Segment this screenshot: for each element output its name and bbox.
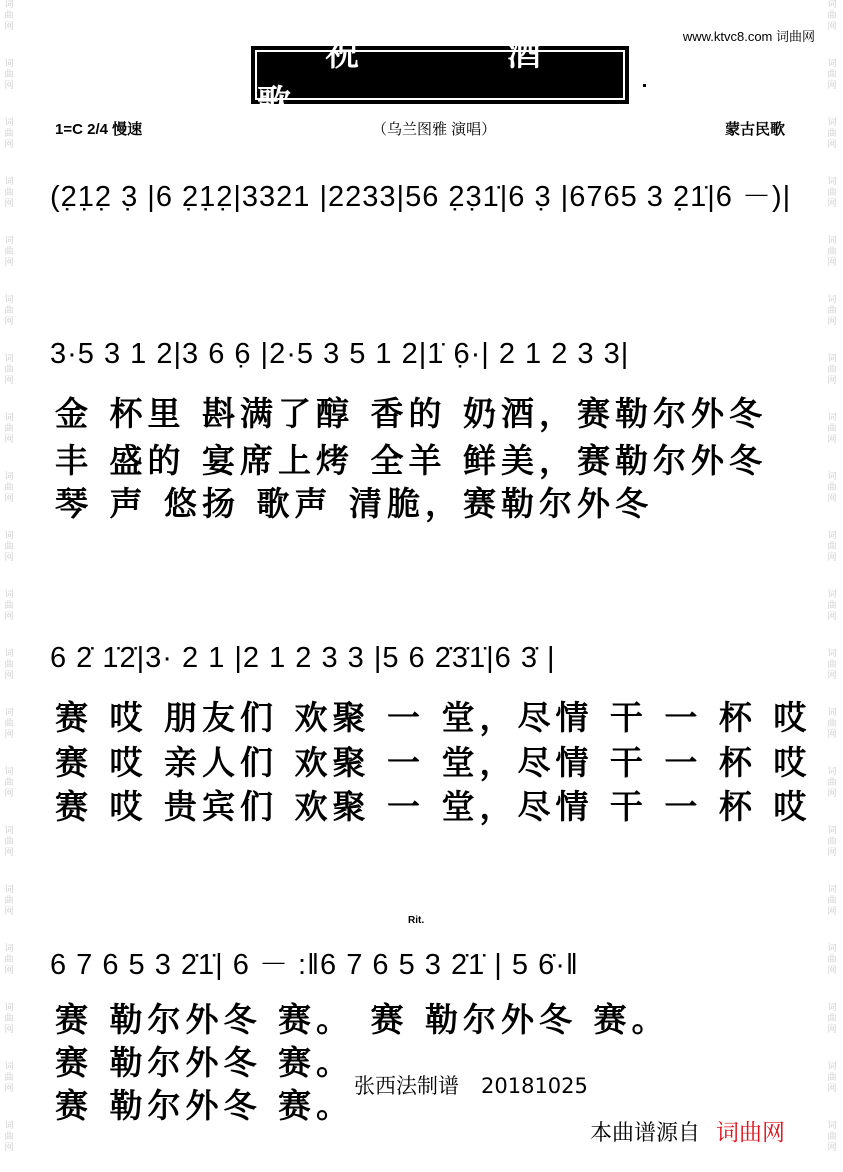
watermark-char: 曲	[827, 542, 837, 552]
lyric-verse2-line1: 丰 盛的 宴席上烤 全羊 鲜美，赛勒尔外冬	[55, 441, 767, 480]
watermark-char: 词	[4, 236, 14, 246]
watermark-char: 网	[4, 1143, 14, 1153]
watermark-char: 网	[4, 1025, 14, 1035]
watermark-char: 网	[827, 553, 837, 563]
watermark-char: 曲	[827, 1132, 837, 1142]
watermark-group	[4, 708, 13, 741]
watermark-group	[4, 472, 13, 505]
site-watermark: www.ktvc8.com 词曲网	[682, 29, 815, 44]
decorative-dot	[643, 84, 646, 87]
watermark-char: 网	[827, 435, 837, 445]
watermark-char: 词	[4, 59, 14, 69]
watermark-group	[4, 590, 13, 623]
arrangement-date: 20181025	[481, 1074, 588, 1098]
source-label: 本曲谱源自	[590, 1121, 701, 1146]
watermark-char: 网	[4, 258, 14, 268]
watermark-group	[4, 1062, 13, 1095]
watermark-char: 曲	[4, 1014, 14, 1024]
song-origin: 蒙古民歌	[724, 121, 785, 138]
watermark-char: 词	[4, 177, 14, 187]
watermark-char: 词	[827, 885, 837, 895]
watermark-group	[4, 118, 13, 151]
watermark-char: 曲	[827, 837, 837, 847]
watermark-char: 词	[827, 944, 837, 954]
watermark-char: 曲	[4, 601, 14, 611]
lyric-verse2-line3: 赛 勒尔外冬 赛。	[55, 1043, 354, 1082]
watermark-group	[4, 354, 13, 387]
watermark-char: 网	[827, 848, 837, 858]
watermark-char: 词	[827, 767, 837, 777]
watermark-char: 网	[4, 671, 14, 681]
watermark-char: 曲	[827, 955, 837, 965]
left-watermark-column	[2, 0, 16, 1172]
watermark-char: 网	[827, 81, 837, 91]
watermark-char: 词	[827, 531, 837, 541]
watermark-char: 曲	[827, 660, 837, 670]
watermark-group	[4, 59, 13, 92]
watermark-char: 曲	[4, 1073, 14, 1083]
watermark-group	[4, 826, 13, 859]
watermark-char: 网	[4, 494, 14, 504]
watermark-char: 词	[4, 118, 14, 128]
watermark-char: 曲	[4, 129, 14, 139]
singer-credit: （乌兰图雅 演唱）	[372, 121, 497, 138]
score-line-2: 6 2̇ 1̇2̇|3· 2 1 |2 1 2 3 3 |5 6 2̇3̇1̇|6 3̇ |	[50, 642, 556, 674]
watermark-char: 网	[4, 1084, 14, 1094]
watermark-char: 网	[827, 1025, 837, 1035]
title-banner	[251, 34, 629, 123]
watermark-char: 词	[4, 649, 14, 659]
watermark-char: 曲	[827, 70, 837, 80]
watermark-char: 曲	[827, 483, 837, 493]
lyric-verse3-line2: 赛 哎 贵宾们 欢聚 一 堂，尽情 干 一 杯 哎	[55, 787, 812, 826]
watermark-group	[4, 944, 13, 977]
watermark-group	[827, 590, 836, 623]
watermark-group	[827, 708, 836, 741]
arranger-credit	[354, 1070, 588, 1100]
watermark-char: 网	[827, 22, 837, 32]
watermark-char: 网	[4, 199, 14, 209]
watermark-group	[827, 0, 836, 33]
source-brand-link[interactable]: 词曲网	[716, 1120, 786, 1146]
watermark-char: 词	[827, 236, 837, 246]
watermark-char: 网	[827, 671, 837, 681]
watermark-char: 曲	[827, 719, 837, 729]
watermark-group	[827, 767, 836, 800]
watermark-char: 网	[827, 730, 837, 740]
watermark-char: 词	[4, 295, 14, 305]
watermark-char: 网	[827, 907, 837, 917]
right-watermark-column	[825, 0, 839, 1172]
watermark-group	[827, 177, 836, 210]
ritardando-mark: Rit.	[408, 915, 425, 926]
watermark-char: 网	[827, 199, 837, 209]
watermark-char: 网	[4, 435, 14, 445]
watermark-char: 曲	[4, 247, 14, 257]
lyric-verse1-line1: 金 杯里 斟满了醇 香的 奶酒，赛勒尔外冬	[55, 394, 767, 433]
watermark-char: 词	[827, 118, 837, 128]
watermark-char: 网	[827, 1084, 837, 1094]
watermark-char: 网	[4, 22, 14, 32]
watermark-char: 词	[4, 885, 14, 895]
watermark-group	[827, 1062, 836, 1095]
watermark-char: 词	[827, 59, 837, 69]
watermark-char: 网	[4, 848, 14, 858]
watermark-char: 曲	[4, 660, 14, 670]
watermark-char: 词	[4, 1121, 14, 1131]
lyric-verse2-line2: 赛 哎 亲人们 欢聚 一 堂，尽情 干 一 杯 哎	[55, 743, 812, 782]
score-line-3: 6 7 6 5 3 2̇1̇| 6 － :‖6 7 6 5 3 2̇1̇ | 5 6̇·‖	[50, 949, 579, 981]
watermark-group	[4, 0, 13, 33]
watermark-char: 词	[827, 590, 837, 600]
watermark-group	[4, 1003, 13, 1036]
lyric-verse1-line3: 赛 勒尔外冬 赛。 赛 勒尔外冬 赛。	[55, 1000, 670, 1039]
watermark-group	[4, 413, 13, 446]
watermark-char: 词	[4, 413, 14, 423]
watermark-group	[827, 649, 836, 682]
watermark-char: 网	[4, 612, 14, 622]
watermark-char: 曲	[4, 188, 14, 198]
watermark-group	[4, 531, 13, 564]
watermark-group	[4, 885, 13, 918]
lyric-verse1-line2: 赛 哎 朋友们 欢聚 一 堂，尽情 干 一 杯 哎	[55, 698, 812, 737]
watermark-char: 词	[4, 708, 14, 718]
watermark-char: 曲	[4, 365, 14, 375]
score-intro-line: (2̣1̣2̣ 3̣ |6 2̣1̣2̣|3321 |2233|56 2̣3̣1̇|6 3̣ |6765 3 2̣1̇|6 －)|	[50, 181, 792, 213]
watermark-char: 曲	[4, 306, 14, 316]
watermark-char: 网	[4, 966, 14, 976]
watermark-char: 词	[827, 0, 837, 10]
watermark-char: 曲	[827, 306, 837, 316]
watermark-char: 曲	[4, 542, 14, 552]
watermark-char: 曲	[4, 778, 14, 788]
watermark-char: 词	[4, 767, 14, 777]
watermark-char: 网	[4, 789, 14, 799]
watermark-char: 网	[4, 81, 14, 91]
watermark-char: 曲	[827, 129, 837, 139]
arranger-name: 张西法制谱	[354, 1074, 459, 1098]
watermark-char: 曲	[4, 483, 14, 493]
watermark-char: 曲	[827, 896, 837, 906]
watermark-char: 曲	[4, 424, 14, 434]
watermark-group	[4, 767, 13, 800]
watermark-char: 词	[4, 472, 14, 482]
watermark-char: 网	[827, 140, 837, 150]
watermark-char: 词	[827, 1062, 837, 1072]
lyric-verse3-line1: 琴 声 悠扬 歌声 清脆，赛勒尔外冬	[55, 484, 653, 523]
watermark-char: 网	[4, 907, 14, 917]
watermark-group	[4, 295, 13, 328]
watermark-char: 曲	[4, 11, 14, 21]
watermark-char: 词	[827, 649, 837, 659]
watermark-char: 网	[827, 494, 837, 504]
watermark-char: 网	[827, 258, 837, 268]
watermark-group	[827, 118, 836, 151]
source-attribution	[590, 1114, 785, 1147]
watermark-char: 曲	[827, 247, 837, 257]
watermark-char: 词	[4, 531, 14, 541]
watermark-char: 词	[827, 1121, 837, 1131]
watermark-char: 网	[4, 376, 14, 386]
watermark-char: 词	[4, 0, 14, 10]
watermark-char: 网	[827, 966, 837, 976]
watermark-char: 词	[827, 354, 837, 364]
watermark-char: 词	[4, 354, 14, 364]
score-line-1: 3·5 3 1 2|3 6 6̣ |2·5 3 5 1 2|1̇ 6̣·| 2 1 2 3 3|	[50, 338, 630, 370]
watermark-group	[827, 236, 836, 269]
watermark-char: 曲	[827, 1014, 837, 1024]
watermark-group	[827, 413, 836, 446]
watermark-char: 曲	[827, 188, 837, 198]
watermark-char: 网	[827, 376, 837, 386]
watermark-char: 曲	[4, 837, 14, 847]
watermark-char: 网	[827, 1143, 837, 1153]
watermark-char: 曲	[827, 601, 837, 611]
watermark-char: 网	[4, 553, 14, 563]
watermark-char: 网	[827, 612, 837, 622]
watermark-char: 词	[827, 708, 837, 718]
watermark-group	[827, 944, 836, 977]
watermark-group	[827, 885, 836, 918]
watermark-group	[4, 236, 13, 269]
watermark-char: 网	[4, 317, 14, 327]
watermark-char: 词	[827, 177, 837, 187]
watermark-char: 曲	[4, 955, 14, 965]
watermark-group	[4, 177, 13, 210]
watermark-char: 曲	[827, 365, 837, 375]
watermark-group	[827, 295, 836, 328]
key-tempo: 1=C 2/4 慢速	[55, 121, 143, 138]
watermark-char: 词	[4, 1003, 14, 1013]
watermark-char: 曲	[4, 70, 14, 80]
watermark-group	[4, 1121, 13, 1154]
watermark-group	[827, 354, 836, 387]
watermark-group	[827, 1003, 836, 1036]
watermark-char: 曲	[827, 778, 837, 788]
watermark-char: 词	[4, 944, 14, 954]
watermark-group	[827, 1121, 836, 1154]
watermark-char: 曲	[827, 424, 837, 434]
lyric-verse3-line3: 赛 勒尔外冬 赛。	[55, 1086, 354, 1125]
watermark-group	[827, 59, 836, 92]
watermark-char: 曲	[4, 1132, 14, 1142]
watermark-char: 词	[827, 1003, 837, 1013]
watermark-char: 词	[827, 472, 837, 482]
watermark-char: 网	[4, 140, 14, 150]
watermark-char: 网	[4, 730, 14, 740]
watermark-char: 词	[4, 1062, 14, 1072]
watermark-group	[827, 826, 836, 859]
watermark-char: 词	[827, 295, 837, 305]
watermark-group	[4, 649, 13, 682]
watermark-group	[827, 472, 836, 505]
watermark-char: 词	[4, 590, 14, 600]
song-title: 祝 酒 歌	[255, 50, 625, 100]
watermark-group	[827, 531, 836, 564]
watermark-char: 曲	[4, 719, 14, 729]
watermark-char: 词	[4, 826, 14, 836]
watermark-char: 网	[827, 789, 837, 799]
watermark-char: 曲	[827, 11, 837, 21]
watermark-char: 曲	[827, 1073, 837, 1083]
watermark-char: 词	[827, 413, 837, 423]
watermark-char: 词	[827, 826, 837, 836]
watermark-char: 网	[827, 317, 837, 327]
watermark-char: 曲	[4, 896, 14, 906]
